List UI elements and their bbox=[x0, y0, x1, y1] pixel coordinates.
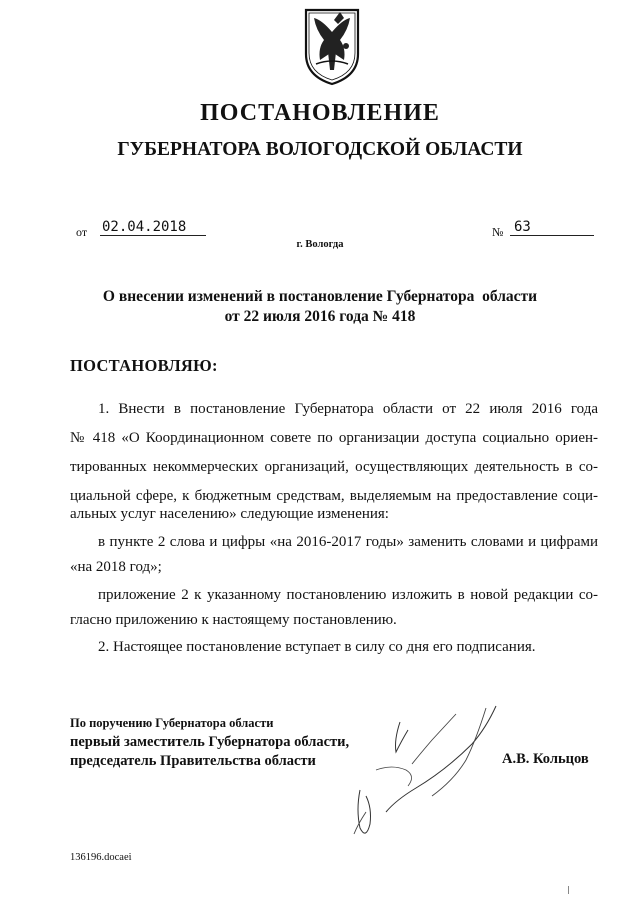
document-number: 63 bbox=[510, 219, 594, 236]
subject-line-1: О внесении изменений в постановление Губернатора области bbox=[102, 288, 538, 305]
body-line: 1. Внести в постановление Губернатора области от 22 июля 2016 года bbox=[98, 401, 598, 417]
signatory-line-1: По поручению Губернатора области bbox=[70, 716, 274, 730]
body-line: 2. Настоящее постановление вступает в силу со дня его подписания. bbox=[98, 639, 536, 655]
document-file-name: 136196.docaei bbox=[70, 852, 132, 863]
scan-mark bbox=[568, 886, 569, 894]
number-label: № bbox=[492, 225, 504, 239]
body-line: «на 2018 год»; bbox=[70, 559, 162, 575]
body-line: тированных некоммерческих организаций, осуществляющих деятельность в со- bbox=[70, 459, 598, 475]
city: г. Вологда bbox=[296, 239, 344, 250]
handwritten-signature bbox=[336, 700, 506, 850]
subject-line-2: от 22 июля 2016 года № 418 bbox=[224, 308, 416, 325]
document-title: ПОСТАНОВЛЕНИЕ bbox=[200, 100, 440, 126]
signatory-block bbox=[70, 714, 349, 771]
signatory-line-2: первый заместитель Губернатора области, bbox=[70, 734, 350, 750]
vologda-coat-of-arms-icon bbox=[300, 6, 364, 88]
date-label: от bbox=[76, 225, 88, 239]
body-line: приложение 2 к указанному постановлению изложить в новой редакции со- bbox=[98, 587, 598, 603]
document-subject bbox=[60, 287, 580, 327]
body-line: циальной сфере, к бюджетным средствам, выделяемым на предоставление соци- bbox=[70, 488, 598, 504]
body-line: гласно приложению к настоящему постановлению. bbox=[70, 612, 397, 628]
body-line: № 418 «О Координационном совете по организации доступа социально ориен- bbox=[70, 430, 598, 446]
decree-word: ПОСТАНОВЛЯЮ: bbox=[70, 356, 218, 375]
document-date: 02.04.2018 bbox=[100, 219, 206, 236]
signatory-name: А.В. Кольцов bbox=[502, 751, 589, 767]
signatory-line-3: председатель Правительства области bbox=[70, 753, 316, 769]
document-subtitle: ГУБЕРНАТОРА ВОЛОГОДСКОЙ ОБЛАСТИ bbox=[117, 139, 523, 160]
body-line: альных услуг населению» следующие изменения: bbox=[70, 506, 389, 522]
body-line: в пункте 2 слова и цифры «на 2016-2017 годы» заменить словами и цифрами bbox=[98, 534, 598, 550]
